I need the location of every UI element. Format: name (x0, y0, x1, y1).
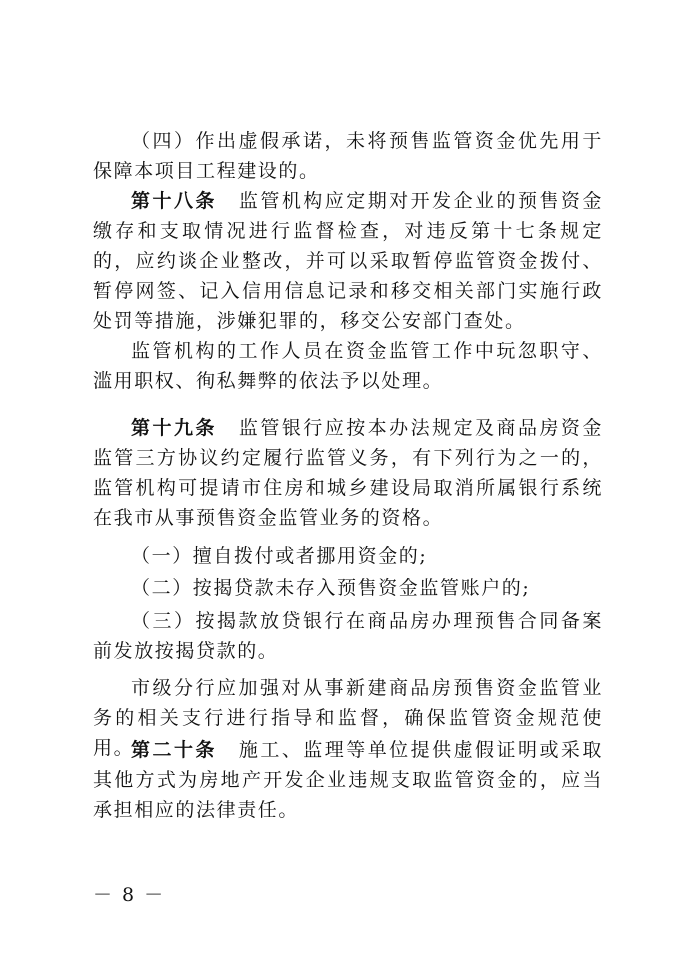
paragraph-text: （二）按揭贷款未存入预售资金监管账户的; (131, 577, 531, 599)
article-19 (93, 413, 603, 533)
paragraph-text: （四）作出虚假承诺，未将预售监管资金优先用于保障本项目工程建设的。 (93, 130, 603, 182)
article-20 (93, 735, 603, 825)
paragraph-text: （一）擅自拨付或者挪用资金的; (131, 545, 428, 567)
article-heading: 第十九条 (131, 417, 217, 439)
list-item-3 (93, 606, 603, 666)
paragraph-item-4 (93, 126, 603, 186)
list-item-2 (93, 573, 603, 603)
paragraph-text: 市级分行应加强对从事新建商品房预售资金监管业务的相关支行进行指导和监督，确保监管资金规范使用。 (93, 677, 603, 759)
paragraph-text: （三）按揭款放贷银行在商品房办理预售合同备案前发放按揭贷款的。 (93, 610, 603, 662)
page-number: － 8 － (93, 884, 166, 906)
paragraph-text: 监管机构应定期对开发企业的预售资金缴存和支取情况进行监督检查，对违反第十七条规定的，应约谈企业整改，并可以采取暂停监管资金拨付、暂停网签、记入信用信息记录和移交相关部门实施行政处罚等措施，涉嫌犯罪的，移交公安部门查处。 (93, 190, 604, 332)
article-18 (93, 186, 603, 336)
article-heading: 第十八条 (131, 190, 217, 212)
paragraph-staff-duty (93, 336, 603, 396)
article-heading: 第二十条 (131, 739, 217, 761)
paragraph-text: 监管银行应按本办法规定及商品房资金监管三方协议约定履行监管义务，有下列行为之一的，监管机构可提请市住房和城乡建设局取消所属银行系统在我市从事预售资金监管业务的资格。 (93, 417, 604, 529)
paragraph-text: 施工、监理等单位提供虚假证明或采取其他方式为房地产开发企业违规支取监管资金的，应当承担相应的法律责任。 (93, 739, 604, 821)
paragraph-text: 监管机构的工作人员在资金监管工作中玩忽职守、滥用职权、徇私舞弊的依法予以处理。 (93, 340, 603, 392)
list-item-1 (93, 541, 603, 571)
